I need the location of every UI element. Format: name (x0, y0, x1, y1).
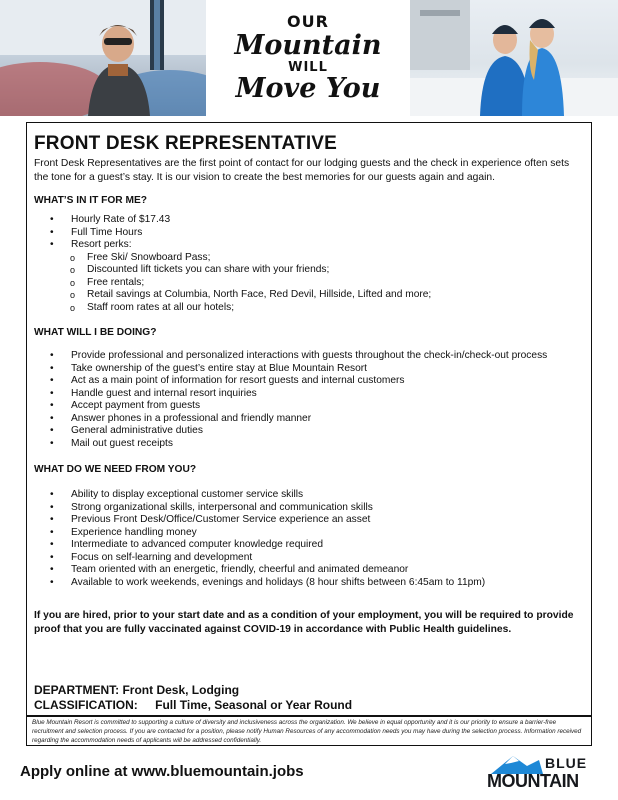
list-item: • Accept payment from guests (50, 400, 583, 413)
list-item: • Hourly Rate of $17.43 (50, 214, 583, 227)
department-value: Front Desk, Lodging (122, 683, 240, 697)
brand-line-1: BLUE (545, 755, 588, 771)
classification-value: Full Time, Seasonal or Year Round (155, 698, 353, 712)
equal-opportunity-disclaimer: Blue Mountain Resort is committed to supporting a culture of diversity and inclusiveness across the organization. We believe in equal opportunity and it is our priority to ensure a barrier-free recruitment and selection process. If you are contacted for a position, please notify Human Resources of any accommodation needs you may have during the selection process. Information received regarding the accommodation needs of applicants will be addressed confidentially. (26, 716, 592, 746)
our-mountain-will-move-you-logo (206, 0, 410, 116)
list-item: • Full Time Hours (50, 227, 583, 240)
list-item: • Team oriented with an energetic, friendly, cheerful and animated demeanor (50, 564, 583, 577)
list-item: • General administrative duties (50, 425, 583, 438)
sub-list-item: o Discounted lift tickets you can share with your friends; (70, 264, 583, 277)
perks-list (34, 214, 583, 252)
department-classification (34, 683, 352, 713)
header (0, 0, 618, 116)
classification-label: CLASSIFICATION: (34, 698, 138, 712)
classification-line (34, 698, 352, 713)
job-title: FRONT DESK REPRESENTATIVE (34, 133, 338, 154)
department-label: DEPARTMENT: (34, 683, 120, 697)
vaccination-notice: If you are hired, prior to your start date and as a condition of your employment, you will be required to provide proof that you are fully vaccinated against COVID-19 in accordance with Public Health guidelines. (34, 610, 574, 635)
list-item: • Resort perks: (50, 239, 583, 252)
list-item: • Ability to display exceptional customer service skills (50, 489, 583, 502)
section-heading-requirements: WHAT DO WE NEED FROM YOU? (34, 464, 197, 475)
job-intro: Front Desk Representatives are the first point of contact for our lodging guests and the check in experience often sets the tone for a guest’s stay. It is our vision to create the best memories for our guests again and again. (34, 158, 570, 183)
sub-list-item: o Free Ski/ Snowboard Pass; (70, 252, 583, 265)
logo-line-3: WILL (288, 60, 328, 75)
logo-line-4: Move You (235, 73, 381, 104)
list-item: • Intermediate to advanced computer knowledge required (50, 539, 583, 552)
list-item: • Previous Front Desk/Office/Customer Service experience an asset (50, 514, 583, 527)
sub-list-item: o Free rentals; (70, 277, 583, 290)
department-line (34, 683, 352, 698)
duties-list (34, 350, 583, 450)
list-item: • Take ownership of the guest’s entire stay at Blue Mountain Resort (50, 363, 583, 376)
section-heading-duties: WHAT WILL I BE DOING? (34, 327, 157, 338)
sub-list-item: o Retail savings at Columbia, North Face, Red Devil, Hillside, Lifted and more; (70, 289, 583, 302)
list-item: • Mail out guest receipts (50, 438, 583, 451)
list-item: • Act as a main point of information for resort guests and internal customers (50, 375, 583, 388)
requirements-list (34, 489, 583, 589)
list-item: • Provide professional and personalized interactions with guests throughout the check-in/check-out process (50, 350, 583, 363)
logo-line-1: OUR (287, 12, 329, 31)
list-item: • Answer phones in a professional and friendly manner (50, 413, 583, 426)
list-item: • Experience handling money (50, 527, 583, 540)
sub-list-item: o Staff room rates at all our hotels; (70, 302, 583, 315)
blue-mountain-logo (487, 752, 599, 796)
brand-line-2: MOUNTAIN (487, 771, 579, 791)
list-item: • Handle guest and internal resort inquiries (50, 388, 583, 401)
list-item: • Strong organizational skills, interpersonal and communication skills (50, 502, 583, 515)
resort-perks-sublist (34, 252, 583, 315)
apply-online-text: Apply online at www.bluemountain.jobs (20, 763, 304, 780)
guests-photo (410, 0, 618, 116)
list-item: • Available to work weekends, evenings and holidays (8 hour shifts between 6:45am to 11pm) (50, 577, 583, 590)
list-item: • Focus on self-learning and development (50, 552, 583, 565)
job-posting-box (26, 122, 592, 716)
section-heading-perks: WHAT’S IN IT FOR ME? (34, 195, 147, 206)
logo-line-2: Mountain (234, 30, 382, 61)
skier-photo (0, 0, 206, 116)
